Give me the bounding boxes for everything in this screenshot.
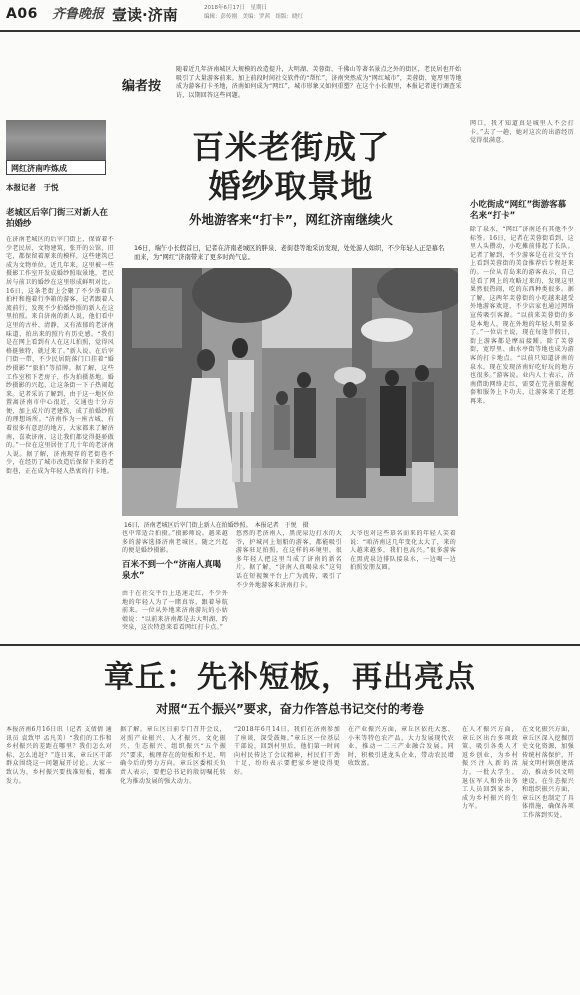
main-headline-line2: 婚纱取景地 (208, 167, 374, 205)
main-subheadline: 外地游客来“打卡”，网红济南继续火 (189, 212, 393, 227)
section-divider (0, 644, 580, 646)
center-column-1 (122, 530, 228, 642)
second-column-5: 在人才振兴方面，章丘区出台多项政策，吸引各类人才返乡创业，为乡村振兴注入新的活力。一批大学生、退伍军人和外出务工人员回到家乡，成为乡村振兴的生力军。 (462, 726, 518, 811)
second-column-1: 本报济南6月16日讯（记者 支倩倩 通讯员 袁致甲 孟凡美）“我们的工作和乡村振兴的差距在哪里？我们怎么对标、怎么追赶？”连日来，章丘区干部群众围绕这一问题展开讨论。大家一致认为，乡村振兴要找准短板，精准发力。 (6, 726, 112, 785)
right-subheading: 小吃街成“网红”街游客慕名来“打卡” (470, 200, 567, 221)
editor-credits: 编辑：彭传刚 美编：罗茜 组版：晓红 (204, 14, 304, 20)
center-subheading: 百米不到一个“济南人真喝泉水” (122, 560, 222, 581)
right-text-top: 网口，我才知道真是城里人不会打卡。”去了一趟，她对这次的出游经历觉得很满意。 (470, 120, 574, 145)
newspaper-logo: 齐鲁晚报 (52, 7, 105, 22)
photo-caption: 16日，济南老城区后宰门街上新人在拍婚纱照。 本报记者 于悦 摄 (124, 522, 309, 529)
right-body-text: 除了泉水，“网红”济南还有其他不少标签。16日，记者在芙蓉街看到，这里人头攒动，小吃摊前排起了长队。记者了解到，不少游客是在社交平台上看到芙蓉街的美食推荐后专程赶来的。一位从青岛来的游客表示，自己是看了网上的攻略过来的，发现这里果然很热闹，吃的东西种类很多。据了解，这两年芙蓉街的小吃越来越受外地游客欢迎，不少店家也通过网络宣传吸引客源。“以前来芙蓉街的多是本地人，现在外地的年轻人明显多了。”一位店主说，现在每逢节假日，街上游客都是摩肩接踵。除了芙蓉街，宽厚里、曲水亭街等地也成为游客的打卡地点。“以前只知道济南的泉水，现在发现济南好吃好玩的地方也很多。”游客说。业内人士表示，济南借助网络走红，需要在完善旅游配套和服务上下功夫，让游客来了还想再来。 (470, 226, 574, 405)
column-label-box (6, 160, 106, 175)
main-headline-line1: 百米老街成了 (191, 128, 390, 166)
date-line: 2018年6月17日 星期日 (204, 5, 267, 11)
editor-note-label: 编者按 (122, 79, 162, 94)
column-label: 网红济南咋炼成 (11, 164, 67, 173)
news-photo (122, 268, 458, 516)
second-body (6, 726, 574, 988)
second-subheadline: 对照“五个振兴”要求，奋力作答总书记交付的考卷 (156, 702, 424, 716)
left-byline: 本报记者 于悦 (6, 183, 59, 192)
second-headline: 章丘：先补短板，再出亮点 (104, 660, 476, 695)
center-text-3: 悠然的老济南人，黑虎泉边打水的大爷，护城河上划船的游客，都能吸引游客驻足拍照。在这样的环境里，很多年轻人把这里当成了济南的新名片。据了解，“济南人真喝泉水”这句话在短视频平台上广为流传，吸引了不少外地游客来济南打卡。 (236, 530, 342, 589)
main-lead-text: 16日，端午小长假首日，记者在济南老城区的胖泉、老街巷等地采访发现，处处游人如织，不少年轻人正是慕名而来，为“网红”济南带来了更多时尚气息。 (134, 245, 445, 261)
page-header (0, 0, 580, 32)
wedding-street-photo (122, 268, 458, 516)
section-title: 壹读·济南 (112, 6, 178, 24)
center-text-1: 也中常适合拍摄。”摄影师说。越来越多的游客选择济南老城区，随之兴起的便是婚纱摄影。 (122, 530, 228, 555)
column-header-photo (6, 120, 106, 160)
second-column-2: 据了解，章丘区日前专门召开会议，对照产业振兴、人才振兴、文化振兴、生态振兴、组织振兴“五个振兴”要求，梳理存在的短板和不足，明确今后的努力方向。章丘区委相关负责人表示，要把总书记的殷切嘱托转化为推动发展的强大动力。 (120, 726, 226, 785)
center-text-2: 由于在社交平台上迅速走红，不少外地的年轻人为了一睹真容，跟着导航前来。一位从外地来济南游玩的小姑娘说：“以前来济南都是去大明湖、趵突泉，这次特意来看看网红打卡点。” (122, 590, 228, 632)
center-text-4: 大爷也对这些慕名而来的年轻人笑着说：“咱济南这几年变化太大了，来的人越来越多，我们也高兴。”很多游客在黑虎泉边排队接泉水，一边喝一边拍照发朋友圈。 (350, 530, 456, 572)
center-body (122, 530, 458, 642)
second-column-4: 在产业振兴方面，章丘区依托大葱、小米等特色农产品，大力发展现代农业，推动一二三产业融合发展。同时，积极引进龙头企业，带动农民增收致富。 (348, 726, 454, 768)
editor-note-text: 随着近几年济南城区大规模的改造提升，大明湖、芙蓉街、千佛山等著名景点之外的街区，老民居也开始吸引了大量游客前来。加上前段时间社交软件的“帮忙”，济南突然成为“网红城市”，芙蓉街、宽厚里等地成为游客打卡圣地，济南如何成为“网红”，城市形象又如何重塑？在这个小长假里，本报记者进行调查采访，以期回答这些问题。 (176, 66, 462, 99)
page-number: A06 (6, 6, 38, 22)
second-column-3: “2018年6月14日，我们在济南参加了座谈，深受鼓舞。”章丘区一位基层干部说，回到村里后，他们第一时间向村民传达了会议精神，村民们干劲十足，纷纷表示要把家乡建设得更好。 (234, 726, 340, 776)
main-headline (126, 128, 456, 206)
left-subheading: 老城区后宰门街三对新人在拍婚纱 (6, 208, 109, 229)
left-body-text: 在济南老城区的后宰门街上，保留着不少老民居、文物建筑，张开的公馆、旧宅，都保留着原来的模样，这些建筑已成为文物单位。近几年来，这里被一些摄影工作室开发成婚纱照取景地，老民居与前卫的婚纱在这里形成鲜明对比。16日，这条老街上会聚了不少举着自拍杆和拖着行李箱的游客，记者跟着人流前行，发现不少拍婚纱照的新人在这里拍照。来自济南的新人说，他们看中这里的古朴、清静，又有浓郁的老济南味道，拍出来的照片有历史感。“我们是在网上看到有人在这儿拍照，觉得风格挺独特，就过来了。”新人说。在后宰门街一带，不少民居院落门口挂着“婚纱摄影”“旅拍”等招牌。据了解，这些工作室租下老房子，作为拍摄基地。婚纱摄影的兴起，让这条街一下子热闹起来。记者采访了解到，由于这一地区位置离济南市中心很近，交通也十分方便，加上成片的老建筑，成了拍婚纱照的理想场所。“济南作为一座古城，有着很多有意思的地方，大家都来了解济南，喜欢济南，这让我们都觉得挺骄傲的。”一位在这里居住了几十年的老济南人说。据了解，济南现存的老街巷不少，在经历了城市改造后保留下来的老街巷，正在成为年轻人热衷的打卡地。 (6, 236, 114, 476)
second-column-6: 在文化振兴方面，章丘区深入挖掘历史文化资源，加强传统村落保护，开展文明村镇创建活动，推动乡风文明建设。在生态振兴和组织振兴方面，章丘区也制定了具体措施，确保各项工作落到实处。 (522, 726, 574, 819)
